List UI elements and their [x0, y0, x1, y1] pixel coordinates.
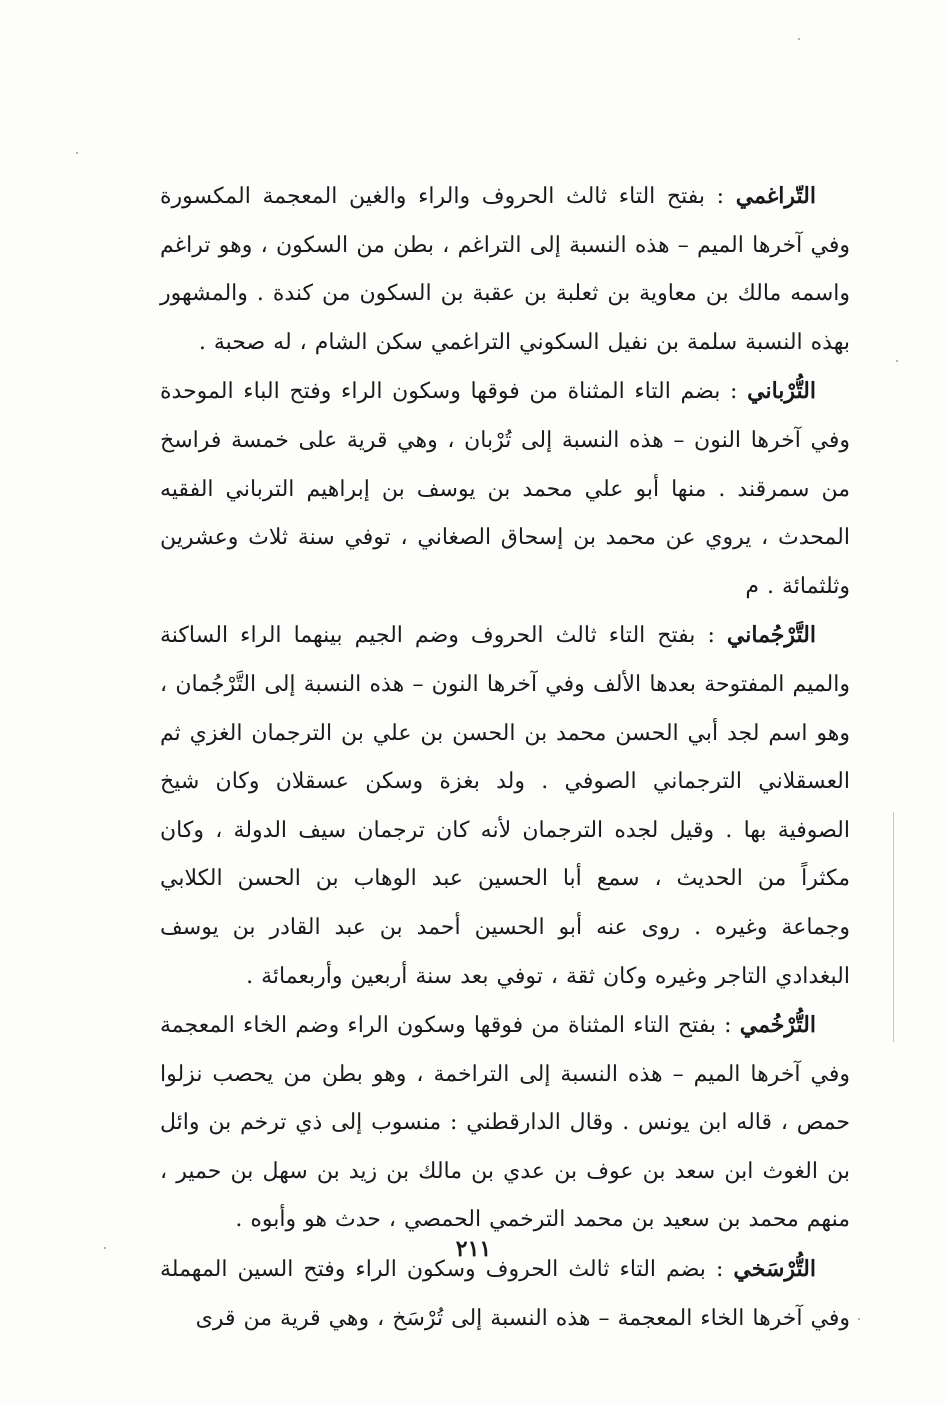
- scan-speck: [858, 1318, 860, 1320]
- entry-term: التُّرْخُمي: [739, 1012, 816, 1039]
- page-text: [160, 172, 850, 1343]
- page-number: ٢١١: [455, 1236, 492, 1262]
- entry-term: التّراغمي: [735, 183, 816, 209]
- entry-term: التُّرْسَخي: [733, 1256, 816, 1283]
- entry-turkhumi: [160, 1001, 850, 1245]
- entry-turbani: [160, 367, 850, 611]
- entry-body: : بضم التاء المثناة من فوقها وسكون الراء وفتح الباء الموحدة وفي آخرها النون – هذه النسبة إلى تُرْبان ، وهي قرية على خمسة فراسخ من سمرقند . منها أبو علي محمد بن يوسف بن إبراهيم الترباني الفقيه المحدث ، يروي عن محمد بن إسحاق الصغاني ، توفي سنة ثلاث وعشرين وثلثمائة . م: [160, 379, 850, 599]
- entry-body: : بفتح التاء ثالث الحروف وضم الجيم بينهما الراء الساكنة والميم المفتوحة بعدها الألف وفي آخرها النون – هذه النسبة إلى التَّرْجُمان ، وهو اسم لجد أبي الحسن محمد بن الحسن بن علي بن الترجمان الغزي ثم العسقلاني الترجماني الصوفي . ولد بغزة وسكن عسقلان وكان شيخ الصوفية بها . وقيل لجده الترجمان لأنه كان ترجمان سيف الدولة ، وكان مكثراً من الحديث ، سمع أبا الحسين عبد الوهاب بن الحسن الكلابي وجماعة وغيره . روى عنه أبو الحسين أحمد بن عبد القادر بن يوسف البغدادي التاجر وغيره وكان ثقة ، توفي بعد سنة أربعين وأربعمائة .: [160, 623, 850, 989]
- entry-taraghumi: [160, 172, 850, 367]
- entry-term: التُّرْباني: [747, 378, 816, 405]
- scan-speck: [896, 360, 898, 362]
- scan-margin-line: [893, 812, 894, 1042]
- entry-body: : بضم التاء ثالث الحروف وسكون الراء وفتح السين المهملة وفي آخرها الخاء المعجمة – هذه النسبة إلى تُرْسَخ ، وهي قرية من قرى: [160, 1257, 850, 1331]
- entry-term: التَّرْجُماني: [726, 622, 816, 649]
- entry-body: : بفتح التاء ثالث الحروف والراء والغين المعجمة المكسورة وفي آخرها الميم – هذه النسبة إلى التراغم ، بطن من السكون ، وهو تراغم واسمه مالك بن معاوية بن ثعلبة بن عقبة بن السكون من كندة . والمشهور بهذه النسبة سلمة بن نفيل السكوني التراغمي سكن الشام ، له صحبة .: [160, 184, 850, 355]
- entry-tarjumani: [160, 611, 850, 1001]
- scan-speck: [798, 38, 800, 40]
- scan-speck: [76, 152, 78, 154]
- entry-body: : بفتح التاء المثناة من فوقها وسكون الراء وضم الخاء المعجمة وفي آخرها الميم – هذه النسبة إلى التراخمة ، وهو بطن من يحصب نزلوا حمص ، قاله ابن يونس . وقال الدارقطني : منسوب إلى ذي ترخم بن وائل بن الغوث ابن سعد بن عوف بن عدي بن مالك بن زيد بن سهل بن حمير ، منهم محمد بن سعيد بن محمد الترخمي الحمصي ، حدث هو وأبوه .: [160, 1013, 850, 1233]
